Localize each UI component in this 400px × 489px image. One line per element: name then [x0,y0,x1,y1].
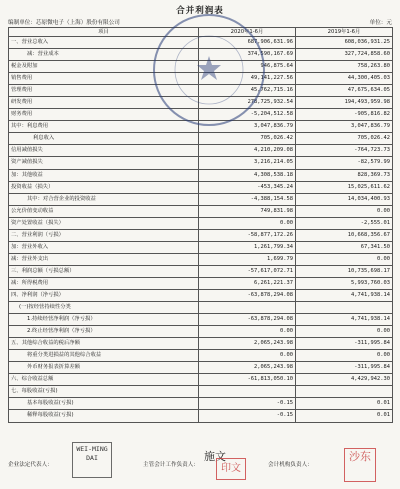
value-2019: 15,025,611.62 [296,181,393,193]
accounting-head-signature: 施文 [204,450,226,463]
row-label: 税金及附加 [9,61,199,73]
value-2019: 0.00 [296,253,393,265]
value-2020: 0.00 [199,350,296,362]
row-label: 六、综合收益总额 [9,374,199,386]
value-2019: 194,493,959.98 [296,97,393,109]
row-label: 二、营业利润（亏损） [9,229,199,241]
row-label: 三、利润总额（亏损总额） [9,265,199,277]
accounting-dept-stamp: 沙东 [344,448,376,482]
value-2020: 0.00 [199,217,296,229]
table-row [9,338,393,350]
value-2020: 0.00 [199,326,296,338]
table-row [9,133,393,145]
row-label: 减：营业成本 [9,49,199,61]
value-2019: -311,995.84 [296,362,393,374]
signature-footer [8,446,392,486]
row-label: 加：其他收益 [9,169,199,181]
row-label: 管理费用 [9,85,199,97]
value-2019 [296,302,393,314]
row-label: 其中：对合营企业的投资收益 [9,193,199,205]
table-row [9,253,393,265]
row-label: 1.持续经营净利润（净亏损） [9,314,199,326]
value-2020 [199,386,296,398]
table-row [9,157,393,169]
table-row [9,73,393,85]
value-2020: 1,261,799.34 [199,241,296,253]
table-row [9,277,393,289]
value-2019: 608,036,931.25 [296,37,393,49]
table-row [9,97,393,109]
table-row [9,145,393,157]
table-row [9,265,393,277]
row-label: 研发费用 [9,97,199,109]
value-2020: 6,261,221.37 [199,277,296,289]
row-label: 其中：利息费用 [9,121,199,133]
row-label: (一)按经营持续性分类 [9,302,199,314]
value-2019: 10,735,698.17 [296,265,393,277]
table-row [9,289,393,301]
row-label: 2.终止经营净利润（净亏损） [9,326,199,338]
table-row [9,85,393,97]
value-2020: 2,065,243.98 [199,362,296,374]
table-row [9,121,393,133]
value-2020: 2,065,243.98 [199,338,296,350]
company-label: 编制单位：芯原微电子（上海）股份有限公司 [8,20,120,26]
value-2020: -57,617,072.71 [199,265,296,277]
value-2019 [296,386,393,398]
col-header-item: 项目 [9,28,199,37]
value-2019: -311,995.84 [296,338,393,350]
value-2019: 4,741,938.14 [296,314,393,326]
value-2020: 4,210,209.08 [199,145,296,157]
legal-rep-stamp: WEI-MING DAI [72,442,112,478]
table-row [9,302,393,314]
table-row [9,229,393,241]
table-row [9,109,393,121]
value-2019: 0.00 [296,205,393,217]
page-title: 合并利润表 [176,6,224,16]
value-2019: 4,429,942.30 [296,374,393,386]
value-2019: 10,668,356.67 [296,229,393,241]
value-2019: 0.00 [296,326,393,338]
row-label: 资产处置收益（损失） [9,217,199,229]
value-2019: 705,026.42 [296,133,393,145]
col-header-2019: 2019年1-6月 [296,28,393,37]
value-2020: 1,699.79 [199,253,296,265]
row-label: 公允价值变动收益 [9,205,199,217]
value-2020: 374,590,167.69 [199,49,296,61]
value-2019: 47,675,634.05 [296,85,393,97]
value-2019: -82,579.99 [296,157,393,169]
value-2020: -0.15 [199,398,296,410]
row-label: 将重分类进损益的其他综合收益 [9,350,199,362]
value-2019: 0.00 [296,350,393,362]
row-label: 基本每股收益(亏损) [9,398,199,410]
value-2020: -0.15 [199,410,296,422]
value-2019: 4,741,938.14 [296,289,393,301]
accounting-head-label: 主管会计工作负责人： [143,462,199,468]
value-2019: -764,723.73 [296,145,393,157]
table-header-row [9,28,393,37]
row-label: 减：营业外支出 [9,253,199,265]
table-row [9,398,393,410]
row-label: 五、其他综合收益的税后净额 [9,338,199,350]
row-label: 外币财务报表折算差额 [9,362,199,374]
value-2020: -61,813,050.10 [199,374,296,386]
table-row [9,410,393,422]
row-label: 信用减值损失 [9,145,199,157]
value-2020: 749,831.98 [199,205,296,217]
value-2020: -5,204,512.58 [199,109,296,121]
value-2019: 0.01 [296,398,393,410]
value-2019: 67,341.50 [296,241,393,253]
table-row [9,181,393,193]
table-row [9,217,393,229]
value-2020: 49,141,227.56 [199,73,296,85]
value-2020: -63,878,294.08 [199,289,296,301]
table-row [9,314,393,326]
table-row [9,374,393,386]
income-statement-table [8,27,393,423]
value-2019: 828,369.73 [296,169,393,181]
table-row [9,61,393,73]
value-2020: -58,877,172.26 [199,229,296,241]
value-2019: 5,993,760.03 [296,277,393,289]
row-label: 利息收入 [9,133,199,145]
row-label: 销售费用 [9,73,199,85]
value-2019: 14,034,400.93 [296,193,393,205]
table-row [9,49,393,61]
value-2019: 327,724,858.60 [296,49,393,61]
row-label: 减：所得税费用 [9,277,199,289]
row-label: 加：营业外收入 [9,241,199,253]
accounting-head-stamp: 印文 [216,458,246,480]
table-row [9,362,393,374]
value-2020: 687,906,631.96 [199,37,296,49]
table-row [9,205,393,217]
table-row [9,386,393,398]
value-2019: 44,300,405.03 [296,73,393,85]
value-2020: 3,047,836.79 [199,121,296,133]
row-label: 财务费用 [9,109,199,121]
accounting-dept-label: 会计机构负责人： [268,462,313,468]
table-row [9,241,393,253]
value-2020: 705,026.42 [199,133,296,145]
row-label: 一、营业总收入 [9,37,199,49]
value-2020: 45,762,715.16 [199,85,296,97]
value-2020: 278,725,932.54 [199,97,296,109]
value-2019: -905,816.82 [296,109,393,121]
value-2019: -2,555.01 [296,217,393,229]
table-row [9,169,393,181]
table-row [9,37,393,49]
table-row [9,350,393,362]
table-row [9,326,393,338]
value-2019: 758,263.80 [296,61,393,73]
table-row [9,193,393,205]
value-2019: 3,047,836.79 [296,121,393,133]
col-header-2020: 2020年1-6月 [199,28,296,37]
row-label: 投资收益（损失） [9,181,199,193]
value-2020: -63,878,294.08 [199,314,296,326]
value-2020: 946,875.64 [199,61,296,73]
row-label: 四、净利润（净亏损） [9,289,199,301]
row-label: 稀释每股收益(亏损) [9,410,199,422]
value-2019: 0.01 [296,410,393,422]
value-2020: -453,345.24 [199,181,296,193]
unit-label: 单位：元 [369,20,392,26]
row-label: 七、每股收益(亏损) [9,386,199,398]
value-2020: 3,216,214.05 [199,157,296,169]
row-label: 资产减值损失 [9,157,199,169]
value-2020 [199,302,296,314]
value-2020: -4,388,154.58 [199,193,296,205]
value-2020: 4,308,538.18 [199,169,296,181]
legal-rep-label: 企业法定代表人： [8,462,53,468]
